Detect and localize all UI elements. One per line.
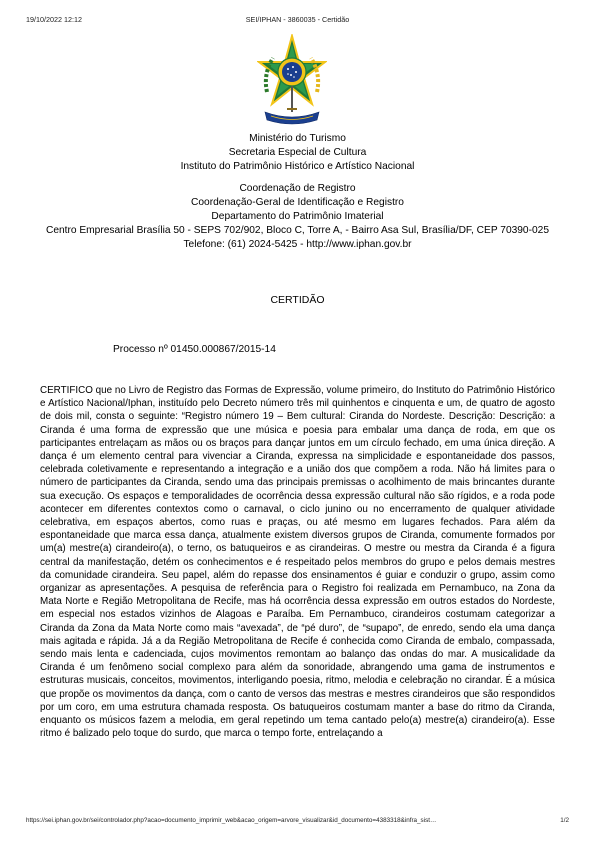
print-datetime: 19/10/2022 12:12 — [26, 15, 82, 24]
print-document-title: SEI/IPHAN - 3860035 - Certidão — [245, 15, 350, 24]
certificate-body: CERTIFICO que no Livro de Registro das Formas de Expressão, volume primeiro, do Instituto do Patrimônio Histórico e Artístico Nacional/Iphan, instituído pelo Decreto número três mil quinhentos e cinquenta e um, de quatro de agosto de dois mil, consta o seguinte: “Registro número 19 – Bem cultural: Ciranda do Nordeste. Descrição: Descrição: a Ciranda é uma forma de expressão que une música e poesia para embalar uma dança de roda, em que os participantes entrelaçam as mãos ou os braços para dançar juntos em um círculo fechado, em uma única direção. A dança é um elemento central para vivenciar a Ciranda, expressa na simplicidade e espontaneidade dos passos, celebrada coletivamente e representando a integração e a união dos que compõem a roda. Não há limites para o número de participantes da Ciranda, sendo uma das principais premissas o acolhimento de mais brincantes durante sua execução. Os espaços e temporalidades de ocorrência dessa expressão cultural não são rígidos, e a roda pode acontecer em diferentes contextos como o carnaval, o ciclo junino ou no encerramento de qualquer atividade celebrativa, em espaços abertos, como ruas e praças, ou até mesmo em lugares fechados. Para além da espontaneidade que marca essa dança, atualmente existem diversos grupos de Ciranda, comumente formados por um(a) mestre(a) cirandeiro(a), o terno, os batuqueiros e as cirandeiras. O mestre ou mestra da Ciranda é a figura central da manifestação, detém os conhecimentos e é respeitado pelos membros do grupo e pelos demais mestres da comunidade cirandeira. Seu papel, além do repasse dos ensinamentos é guiar e conduzir o grupo, assim como organizar as apresentações. A pesquisa de referência para o Registro foi realizada em Pernambuco, na Zona da Mata Norte e Região Metropolitana de Recife, mas há ocorrência dessa expressão em outros estados do Nordeste, em especial nos estados vizinhos de Alagoas e Paraíba. Em Pernambuco, cirandeiros costumam categorizar a Ciranda da Zona da Mata Norte como mais “avexada”, de “pé duro”, de “supapo”, de enredo, sendo ela uma dança mais agitada e rápida. Já a da Região Metropolitana de Recife é conhecida como Ciranda de embalo, compassada, sendo mais lenta e cadenciada, cujos movimentos remontam ao balanço das ondas do mar. A musicalidade da Ciranda é um fenômeno social complexo para além da sonoridade, abrangendo uma gama de instrumentos e estruturas musicais, conceitos, movimentos, interligando poesia, ritmo, melodia e celebração no cirandar. É a música que propõe os movimentos da dança, com o canto de versos das mestras e mestres cirandeiros que são respondidos por um coro, em uma estrutura chamada resposta. Os batuqueiros costumam manter a base do ritmo da Ciranda, enquanto os músicos fazem a melodia, em geral repetindo um tema cantado pelo(a) mestre(a) cirandeiro(a). Esse ritmo é balizado pelo toque do surdo, que marca o tempo forte, entrelaçando a — [40, 385, 555, 740]
page-number: 1/2 — [560, 817, 569, 824]
brazil-coat-of-arms-icon — [257, 34, 327, 130]
contact-info: Telefone: (61) 2024-5425 - http://www.iphan.gov.br — [183, 239, 412, 250]
letterhead-organization — [40, 132, 555, 174]
emblem-blue-disc — [282, 62, 302, 82]
process-number: Processo nº 01450.000867/2015-14 — [113, 344, 276, 355]
emblem-ribbon — [265, 112, 319, 124]
print-url: https://sei.iphan.gov.br/sei/controlador.php?acao=documento_imprimir_web&acao_origem=arvore_visualizar&id_documento=4383318&infra_sist… — [26, 817, 437, 824]
secretariat-name: Secretaria Especial de Cultura — [228, 147, 367, 158]
print-header — [26, 15, 569, 27]
general-coordination-name: Coordenação-Geral de Identificação e Registro — [191, 197, 404, 208]
department-name: Departamento do Patrimônio Imaterial — [211, 211, 384, 222]
ministry-name: Ministério do Turismo — [249, 133, 346, 144]
institute-name: Instituto do Patrimônio Histórico e Artístico Nacional — [180, 161, 415, 172]
letterhead-department — [40, 182, 555, 252]
print-footer — [26, 817, 569, 829]
address: Centro Empresarial Brasília 50 - SEPS 702/902, Bloco C, Torre A, - Bairro Asa Sul, Brasília/DF, CEP 70390-025 — [45, 225, 549, 236]
coordination-name: Coordenação de Registro — [239, 183, 356, 194]
document-heading: CERTIDÃO — [270, 294, 325, 306]
